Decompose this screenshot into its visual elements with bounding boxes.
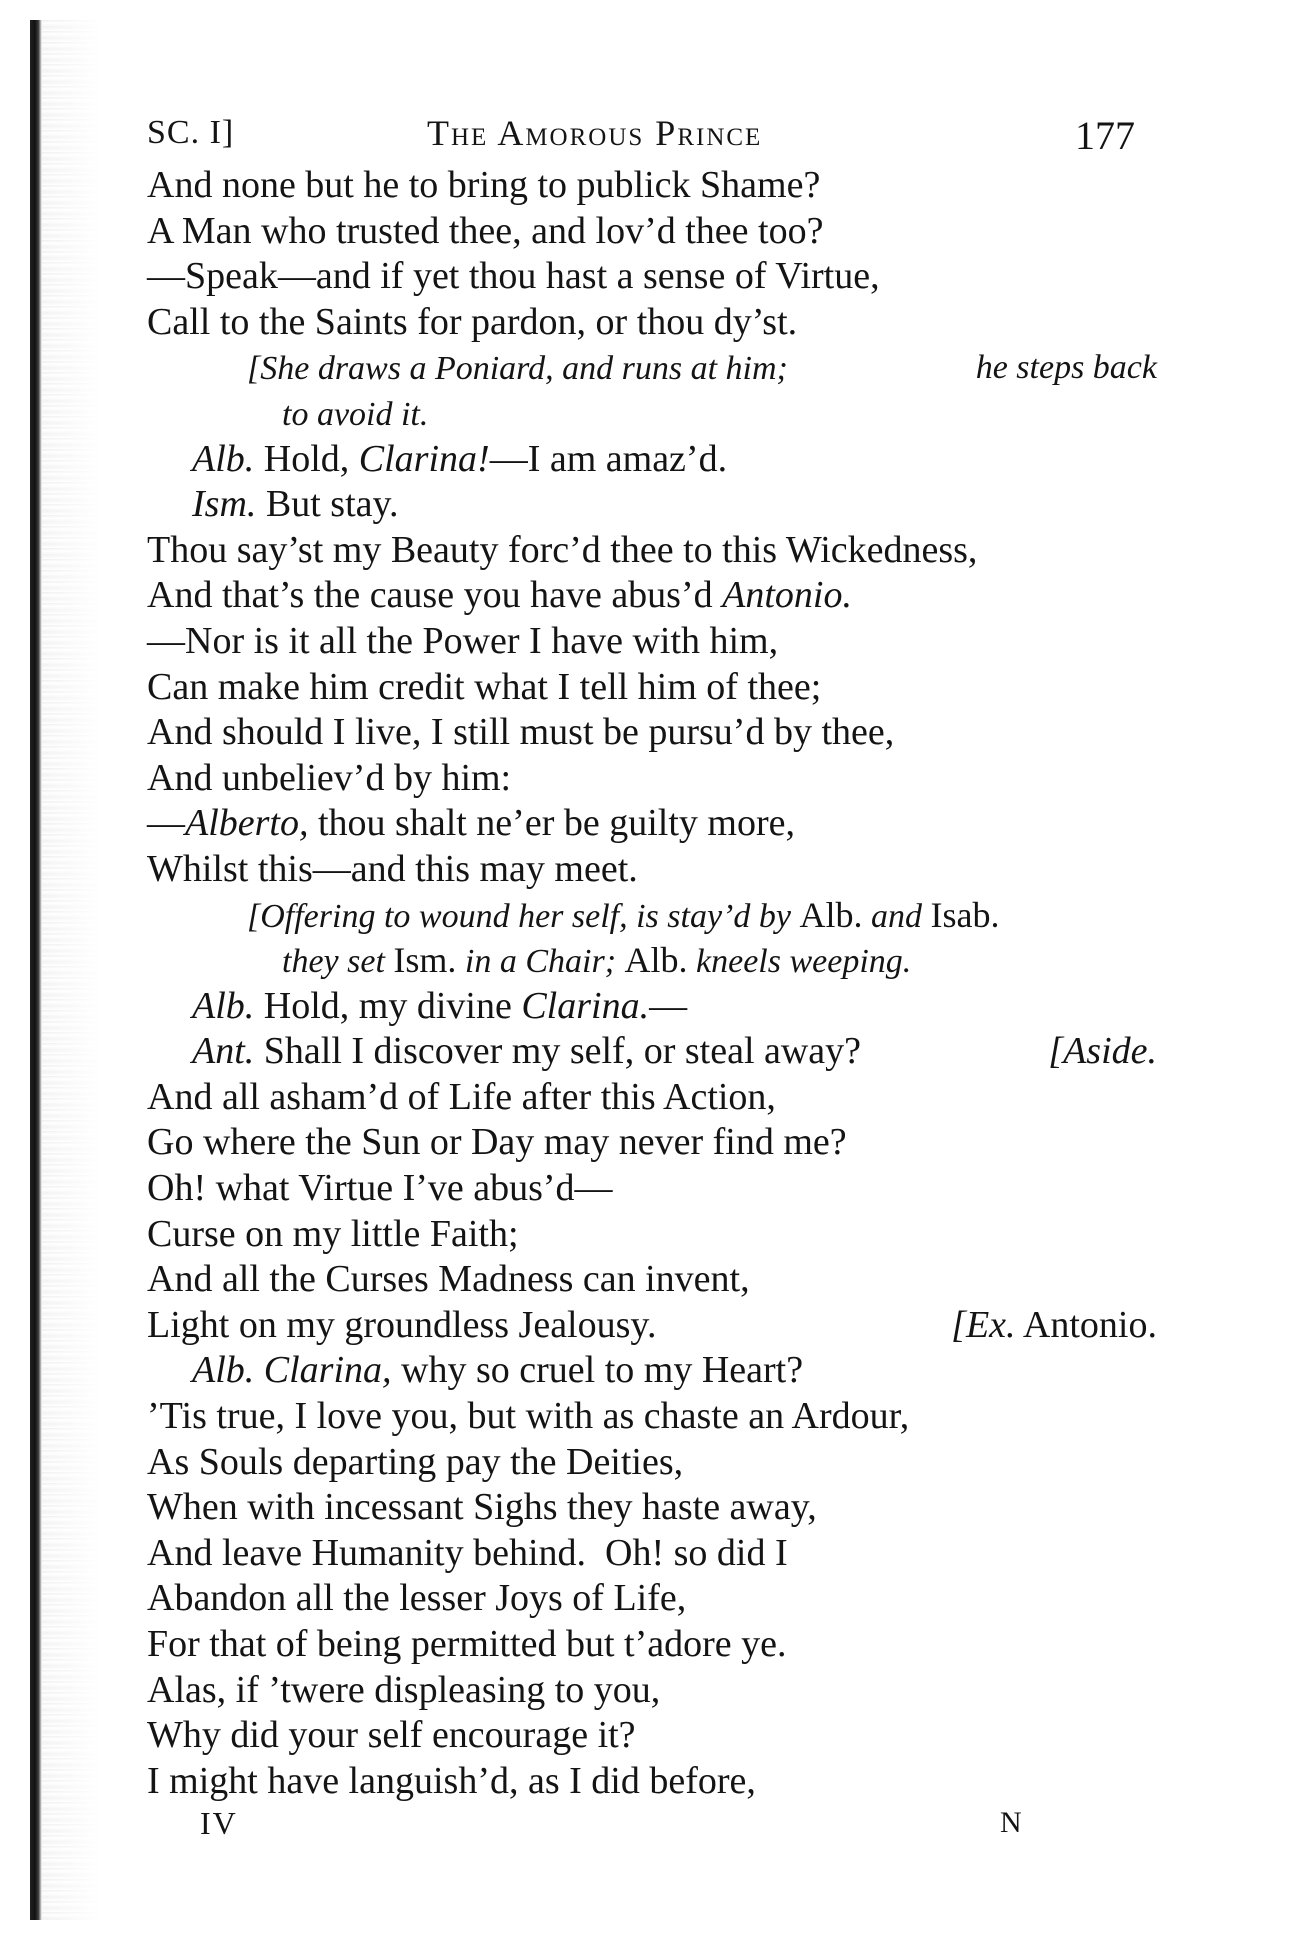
line-text: Can make him credit what I tell him of thee; [147, 665, 822, 708]
speaker-name: Alb. [192, 984, 255, 1027]
gathering-mark: N [1000, 1806, 1022, 1839]
line-text: And should I live, I still must be pursu’d by thee, [147, 711, 895, 754]
line-text: —Speak—and if yet thou hast a sense of Virtue, [147, 255, 880, 298]
verse-line [147, 528, 1157, 574]
stage-direction-exit [951, 1303, 1157, 1349]
line-text: I might have languish’d, as I did before, [147, 1759, 756, 1802]
verse-line [147, 1120, 1157, 1166]
line-text: thou shalt ne’er be guilty more, [308, 802, 795, 845]
line-text: And unbeliev’d by him: [147, 756, 512, 799]
verse-line [147, 1485, 1157, 1531]
verse-line [147, 1166, 1157, 1212]
stage-direction-text: kneels weeping. [687, 943, 912, 981]
verse-line [147, 1668, 1157, 1714]
stage-direction-text: [Offering to wound her self, is stay’d by [247, 897, 800, 935]
verse-line [147, 1576, 1157, 1622]
speech-line [147, 482, 1157, 528]
character-name: Ism. [393, 940, 457, 981]
verse-line [147, 665, 1157, 711]
line-text: And all the Curses Madness can invent, [147, 1258, 750, 1301]
line-text: Oh! what Virtue I’ve abus’d— [147, 1167, 613, 1210]
stage-direction [147, 391, 1157, 437]
line-text: why so cruel to my Heart? [391, 1349, 804, 1392]
speech-line [147, 1029, 1157, 1075]
verse-line [147, 619, 1157, 665]
line-text: And all asham’d of Life after this Action, [147, 1075, 776, 1118]
line-text: Thou say’st my Beauty forc’d thee to this Wickedness, [147, 528, 978, 571]
line-text: —Nor is it all the Power I have with him, [147, 619, 779, 662]
speaker-name: Alb. [192, 1349, 255, 1392]
character-name: Alb. [624, 940, 688, 981]
line-text: Go where the Sun or Day may never find me? [147, 1121, 847, 1164]
line-text: And that’s the cause you have abus’d [147, 574, 723, 617]
stage-direction-text: [She draws a Poniard, and runs at him; [247, 350, 788, 388]
line-text: Curse on my little Faith; [147, 1212, 519, 1255]
section-marker: SC. I] [147, 114, 235, 151]
stage-direction-text: he steps back [975, 349, 1157, 387]
character-name: Antonio. [1015, 1303, 1157, 1346]
verse-line [147, 1257, 1157, 1303]
stage-direction [147, 345, 1157, 391]
stage-direction-aside: [Aside. [1048, 1030, 1157, 1073]
stage-direction-text: to avoid it. [282, 395, 429, 433]
line-text: — [649, 984, 688, 1027]
verse-line [147, 254, 1157, 300]
verse-line [147, 1394, 1157, 1440]
line-text: For that of being permitted but t’adore ye. [147, 1623, 787, 1665]
book-binding-edge [30, 20, 42, 1920]
character-name: Alb. [799, 894, 863, 935]
signature-mark: IV [200, 1805, 238, 1841]
line-text: As Souls departing pay the Deities, [147, 1440, 684, 1483]
line-text: Light on my groundless Jealousy. [147, 1303, 657, 1346]
line-text: Hold, [263, 437, 359, 480]
character-name: Isab. [930, 894, 1000, 935]
verse-line [147, 1713, 1157, 1759]
line-text: Why did your self encourage it? [147, 1714, 636, 1757]
verse-line [147, 1440, 1157, 1486]
line-text: And none but he to bring to publick Shame? [147, 164, 821, 206]
character-name: Clarina. [521, 984, 650, 1027]
stage-direction-text: in a Chair; [456, 943, 625, 981]
verse-line [147, 1212, 1157, 1258]
line-text: ’Tis true, I love you, but with as chaste an Ardour, [147, 1395, 910, 1438]
stage-direction [147, 893, 1157, 939]
verse-line [147, 801, 1157, 847]
stage-direction-text: [Ex. [951, 1303, 1016, 1346]
speaker-name: Alb. [192, 437, 255, 480]
verse-line [147, 1075, 1157, 1121]
verse-line [147, 573, 1157, 619]
running-header [147, 108, 1147, 160]
verse-line [147, 1759, 1157, 1805]
line-text: Shall I discover my self, or steal away? [263, 1030, 862, 1073]
binding-shadow [42, 20, 102, 1920]
speech-line [147, 984, 1157, 1030]
line-text: But stay. [265, 483, 399, 526]
page-number: 177 [1075, 113, 1135, 158]
stage-direction-text: and [862, 897, 931, 935]
running-title: The Amorous Prince [427, 113, 763, 153]
speaker-name: Ant. [192, 1030, 255, 1073]
speech-line [147, 1348, 1157, 1394]
verse-line [147, 847, 1157, 893]
verse-line [147, 1622, 1157, 1668]
line-text: Whilst this—and this may meet. [147, 847, 638, 890]
line-text: —I am amaz’d. [489, 437, 728, 480]
verse-line [147, 1303, 1157, 1349]
verse-line [147, 1531, 1157, 1577]
character-name: Clarina, [263, 1349, 392, 1392]
verse-text [147, 163, 1157, 1804]
verse-line [147, 209, 1157, 255]
verse-line [147, 163, 1157, 209]
verse-line [147, 300, 1157, 346]
line-text: When with incessant Sighs they haste away, [147, 1486, 817, 1529]
speaker-name: Ism. [192, 483, 257, 526]
line-text: Abandon all the lesser Joys of Life, [147, 1577, 687, 1620]
character-name: Antonio. [722, 574, 852, 617]
line-text: — [147, 802, 185, 845]
character-name: Alberto, [185, 802, 309, 845]
speech-line [147, 437, 1157, 483]
line-text: Alas, if ’twere displeasing to you, [147, 1668, 661, 1711]
stage-direction-text: they set [282, 943, 394, 981]
stage-direction [147, 938, 1157, 984]
line-text: A Man who trusted thee, and lov’d thee too? [147, 209, 824, 252]
line-text: Call to the Saints for pardon, or thou dy’st. [147, 300, 798, 343]
character-name: Clarina! [358, 437, 490, 480]
line-text: And leave Humanity behind. Oh! so did I [147, 1531, 788, 1574]
line-text: Hold, my divine [263, 984, 522, 1027]
verse-line [147, 756, 1157, 802]
verse-line [147, 710, 1157, 756]
